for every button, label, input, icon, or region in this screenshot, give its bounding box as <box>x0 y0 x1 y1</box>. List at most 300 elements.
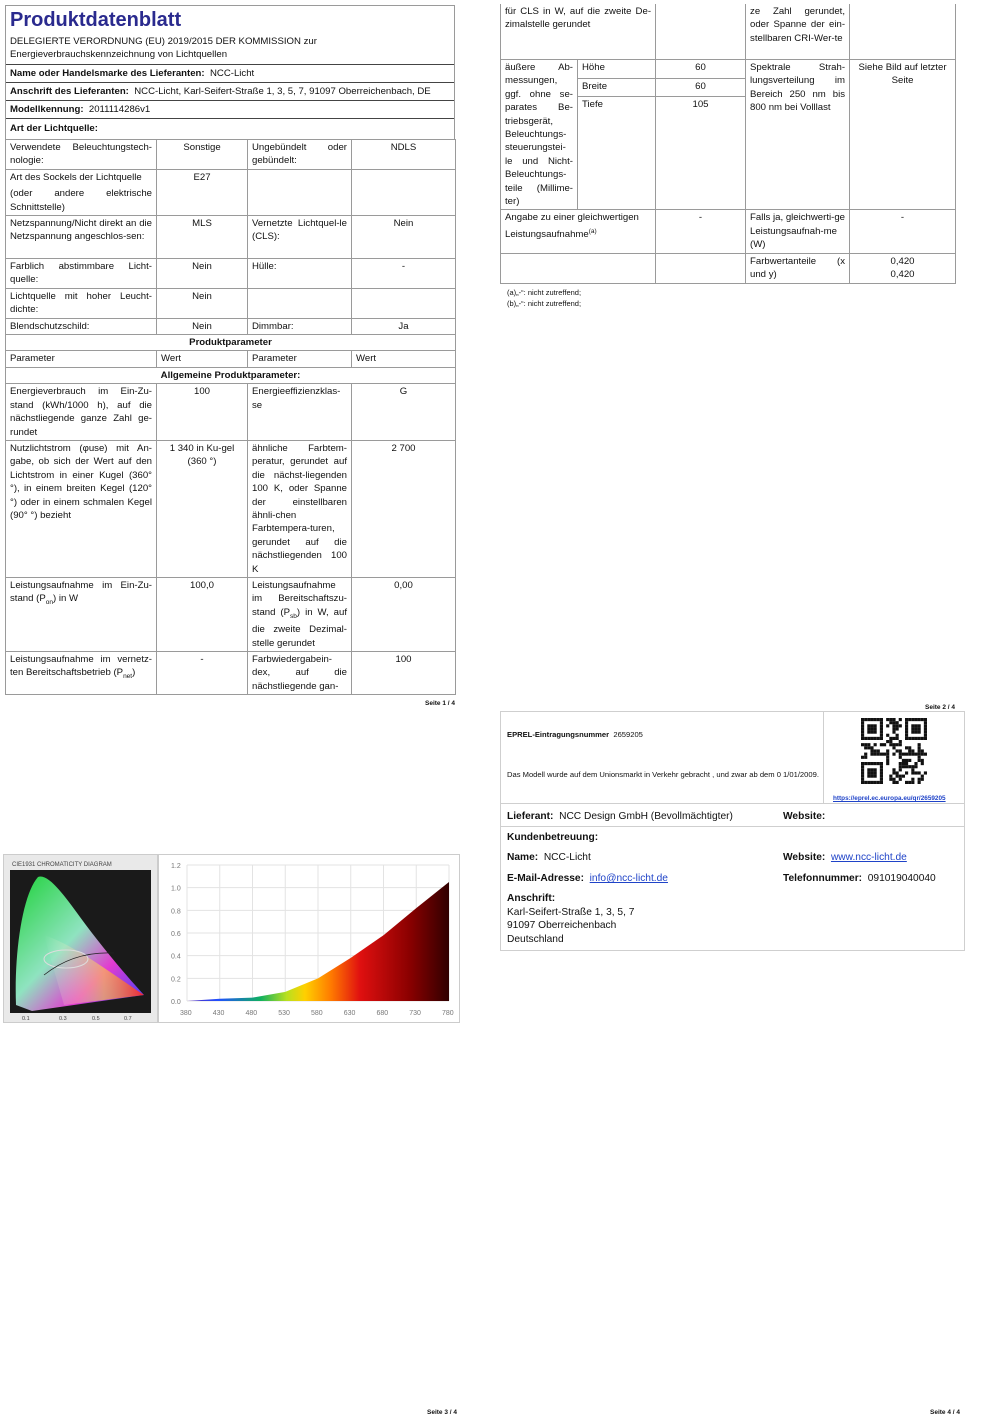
qr-module <box>918 753 921 756</box>
qr-module <box>889 743 892 746</box>
qr-module <box>874 781 877 784</box>
qr-module <box>870 718 873 721</box>
qr-module <box>905 781 908 784</box>
label-text: Leistungsaufnahme im Bereitschaftszu-stand (P <box>252 579 347 618</box>
qr-module <box>921 749 924 752</box>
qr-module <box>911 737 914 740</box>
depth-value: 105 <box>656 97 746 210</box>
x-tick-label: 680 <box>376 1010 389 1017</box>
qr-module <box>911 724 914 727</box>
qr-module <box>902 765 905 768</box>
qr-module <box>899 768 902 771</box>
qr-module <box>883 743 886 746</box>
qr-module <box>896 743 899 746</box>
qr-module <box>921 762 924 765</box>
qr-module <box>867 727 870 730</box>
label-text: Leistungsaufnahme im vernetz-ten Bereitschaftsbetrieb (P <box>10 653 152 679</box>
spec-table <box>5 139 456 695</box>
qr-module <box>877 749 880 752</box>
qr-module <box>870 768 873 771</box>
qr-module <box>870 753 873 756</box>
qr-module <box>896 737 899 740</box>
name-label: Name: <box>507 852 539 863</box>
qr-module <box>908 718 911 721</box>
qr-module <box>905 727 908 730</box>
qr-module <box>896 775 899 778</box>
kunden-row <box>507 831 598 844</box>
value-cell: 100,0 <box>157 577 248 651</box>
qr-module <box>880 771 883 774</box>
page-number: Seite 1 / 4 <box>425 700 455 707</box>
lieferant-value: NCC Design GmbH (Bevollmächtigter) <box>559 811 733 822</box>
qr-module <box>874 762 877 765</box>
qr-module <box>877 762 880 765</box>
light-type-row <box>6 118 454 139</box>
table-row <box>501 60 956 79</box>
label-cell: Netzspannung/Nicht direkt an die Netzspannung angeschlos-sen: <box>6 216 157 259</box>
qr-module <box>899 743 902 746</box>
height-value: 60 <box>656 60 746 79</box>
qr-module <box>870 771 873 774</box>
label-text: ) <box>132 667 136 679</box>
subscript: on <box>45 599 53 607</box>
qr-module <box>902 759 905 762</box>
cie-x-tick: 0.1 <box>22 1016 30 1022</box>
qr-module <box>867 731 870 734</box>
model-row <box>6 100 454 118</box>
label-cell: Energieverbrauch im Ein-Zu-stand (kWh/1000 h), auf die nächstliegende ganze Zahl ge-rundet <box>6 384 157 441</box>
qr-module <box>874 731 877 734</box>
column-header: Wert <box>157 351 248 367</box>
table-row <box>501 210 956 253</box>
qr-module <box>877 781 880 784</box>
width-label: Breite <box>578 78 656 97</box>
qr-module <box>864 762 867 765</box>
x-tick-label: 580 <box>311 1010 323 1017</box>
qr-module <box>886 724 889 727</box>
qr-module <box>880 718 883 721</box>
qr-module <box>861 778 864 781</box>
label-cell: Nutzlichtstrom (φuse) mit An-gabe, ob sich der Wert auf den Lichtstrom in einer Kugel (360° °), in einem breiten Kegel (120° °) oder in einem schmalen Kegel (90° °) bezieht <box>6 440 157 577</box>
qr-module <box>867 771 870 774</box>
qr-module <box>914 737 917 740</box>
model-id: 2011114286v1 <box>88 104 151 115</box>
value-cell: Sonstige <box>157 140 248 170</box>
qr-module <box>899 765 902 768</box>
eprel-number: 2659205 <box>613 730 643 739</box>
email-label: E-Mail-Adresse: <box>507 873 584 884</box>
email-row <box>507 872 668 885</box>
qr-module <box>892 781 895 784</box>
value-cell: - <box>850 210 956 253</box>
empty-cell <box>248 288 352 318</box>
qr-module <box>918 778 921 781</box>
qr-module <box>905 762 908 765</box>
cie-diagram-image <box>4 855 157 1022</box>
qr-module <box>892 718 895 721</box>
qr-module <box>924 724 927 727</box>
qr-module <box>896 781 899 784</box>
phone-row <box>783 872 936 885</box>
eprel-label: EPREL-Eintragungsnummer <box>507 730 610 739</box>
qr-module <box>911 768 914 771</box>
qr-module <box>911 781 914 784</box>
qr-module <box>861 734 864 737</box>
qr-module <box>911 731 914 734</box>
value-cell: 2 700 <box>352 440 456 577</box>
value-cell: 100 <box>352 651 456 694</box>
label-cell: Lichtquelle mit hoher Leucht-dichte: <box>6 288 157 318</box>
qr-module <box>861 771 864 774</box>
x-tick-label: 480 <box>245 1010 258 1017</box>
qr-module <box>880 778 883 781</box>
qr-module <box>880 743 883 746</box>
value-cell: E27 <box>157 169 248 215</box>
qr-module <box>905 771 908 774</box>
qr-module <box>861 743 864 746</box>
table-row <box>6 577 456 651</box>
qr-module <box>921 718 924 721</box>
qr-module <box>886 734 889 737</box>
phone-value: 091019040040 <box>867 873 936 884</box>
label-cell: Dimmbar: <box>248 318 352 334</box>
table-row <box>6 318 456 334</box>
page-number: Seite 4 / 4 <box>930 1409 960 1416</box>
label-cell: ähnliche Farbtem-peratur, gerundet auf die nächst-liegenden 100 K, oder Spanne der einstellbaren ähnli-chen Farbtempera-turen, gerundet auf die nächstliegenden 100 K <box>248 440 352 577</box>
label-cell: Farbwiedergabein-dex, auf die nächstliegende gan- <box>248 651 352 694</box>
qr-module <box>924 753 927 756</box>
qr-module <box>864 753 867 756</box>
x-tick-label: 630 <box>343 1010 356 1017</box>
qr-module <box>889 718 892 721</box>
label-cell: Farblich abstimmbare Licht-quelle: <box>6 259 157 289</box>
qr-module <box>886 718 889 721</box>
qr-module <box>918 759 921 762</box>
qr-module <box>914 727 917 730</box>
qr-module <box>902 753 905 756</box>
qr-module <box>874 737 877 740</box>
kundenbetreuung-label: Kundenbetreuung: <box>507 832 599 843</box>
qr-module <box>880 753 883 756</box>
address-line: Deutschland <box>507 933 564 945</box>
qr-module <box>914 765 917 768</box>
qr-module <box>867 781 870 784</box>
divider <box>501 826 964 827</box>
qr-module <box>880 737 883 740</box>
qr-module <box>880 781 883 784</box>
label-cell: Energieeffizienzklas-se <box>248 384 352 441</box>
cie-x-tick: 0.5 <box>92 1016 100 1022</box>
qr-module <box>883 753 886 756</box>
qr-module <box>870 781 873 784</box>
supplier-name-label: Name oder Handelsmarke des Lieferanten: <box>10 68 205 79</box>
qr-module <box>921 753 924 756</box>
empty-cell <box>501 253 656 283</box>
qr-module <box>889 737 892 740</box>
qr-module <box>861 718 864 721</box>
label-cell: für CLS in W, auf die zweite De-zimalstelle gerundet <box>501 4 656 60</box>
qr-module <box>867 746 870 749</box>
value-cell: 100 <box>157 384 248 441</box>
column-header-row <box>6 351 456 367</box>
qr-module <box>892 743 895 746</box>
qr-module <box>892 753 895 756</box>
qr-module <box>861 727 864 730</box>
qr-module <box>874 768 877 771</box>
qr-module <box>889 775 892 778</box>
value-cell: Ja <box>352 318 456 334</box>
qr-module <box>924 771 927 774</box>
y-tick-label: 1.2 <box>171 863 181 870</box>
label-cell: Ungebündelt oder gebündelt: <box>248 140 352 170</box>
qr-module <box>874 775 877 778</box>
qr-module <box>921 737 924 740</box>
spectrum-value: Siehe Bild auf letzter Seite <box>850 60 956 210</box>
qr-module <box>924 727 927 730</box>
empty-cell <box>656 4 746 60</box>
supplier-name: NCC-Licht <box>209 68 255 79</box>
qr-module <box>870 762 873 765</box>
spec-table-continued <box>500 4 956 284</box>
address-block <box>507 892 634 946</box>
qr-module <box>918 746 921 749</box>
qr-module <box>867 743 870 746</box>
label-cell: Falls ja, gleichwerti-ge Leistungsaufnah-me (W) <box>746 210 850 253</box>
qr-code-icon <box>861 718 927 784</box>
qr-module <box>874 753 877 756</box>
name-row <box>507 851 591 864</box>
label-cell: Hülle: <box>248 259 352 289</box>
y-tick-label: 0.2 <box>171 976 181 984</box>
qr-module <box>864 781 867 784</box>
qr-module <box>892 724 895 727</box>
qr-module <box>896 734 899 737</box>
spectrum-label: Spektrale Strah-lungsverteilung im Bereich 250 nm bis 800 nm bei Volllast <box>746 60 850 210</box>
light-type-label: Art der Lichtquelle: <box>10 123 98 134</box>
qr-module <box>870 737 873 740</box>
page-1 <box>5 5 455 695</box>
qr-module <box>908 737 911 740</box>
qr-module <box>886 749 889 752</box>
qr-module <box>864 743 867 746</box>
website2-row <box>783 851 907 864</box>
superscript: (a) <box>588 227 597 235</box>
qr-module <box>867 718 870 721</box>
value-cell: - <box>352 259 456 289</box>
qr-module <box>874 724 877 727</box>
qr-module <box>861 781 864 784</box>
qr-module <box>861 721 864 724</box>
address-label: Anschrift: <box>507 893 556 904</box>
label-text: Angabe zu einer gleichwertigen Leistungsaufnahme <box>505 212 639 241</box>
qr-module <box>911 778 914 781</box>
qr-module <box>870 775 873 778</box>
qr-module <box>908 753 911 756</box>
dimensions-label: äußere Ab-messungen, ggf. ohne se-parates Be-triebsgerät, Beleuchtungs-steuerungstei-le und Nicht-Beleuchtungs-teile (Millime-ter) <box>501 60 578 210</box>
qr-module <box>889 721 892 724</box>
qr-module <box>905 753 908 756</box>
qr-module <box>896 724 899 727</box>
lieferant-row <box>507 810 733 823</box>
name-value: NCC-Licht <box>543 852 591 863</box>
qr-module <box>899 775 902 778</box>
cie-diagram <box>3 854 158 1023</box>
qr-module <box>905 731 908 734</box>
qr-module <box>880 721 883 724</box>
qr-module <box>921 775 924 778</box>
y-tick-label: 0.8 <box>171 908 181 916</box>
width-value: 60 <box>656 78 746 97</box>
qr-module <box>886 756 889 759</box>
qr-module <box>889 778 892 781</box>
label-cell <box>6 169 157 215</box>
label-cell: Farbwertanteile (x und y) <box>746 253 850 283</box>
divider <box>501 803 964 804</box>
qr-module <box>905 718 908 721</box>
depth-label: Tiefe <box>578 97 656 210</box>
market-text: Das Modell wurde auf dem Unionsmarkt in Verkehr gebracht , und zwar ab dem 0 1/01/2009. <box>507 770 819 779</box>
label-cell: Vernetzte Lichtquel-le (CLS): <box>248 216 352 259</box>
cie-x-tick: 0.7 <box>124 1016 132 1022</box>
table-row <box>6 440 456 577</box>
page-4-box <box>500 711 965 951</box>
qr-module <box>886 753 889 756</box>
qr-module <box>924 718 927 721</box>
qr-module <box>905 765 908 768</box>
regulation-text: DELEGIERTE VERORDNUNG (EU) 2019/2015 DER KOMMISSION zur Energieverbrauchskennzeichnung von Lichtquellen <box>10 36 317 60</box>
qr-module <box>892 771 895 774</box>
qr-module <box>921 778 924 781</box>
qr-module <box>870 749 873 752</box>
label-cell <box>6 651 157 694</box>
qr-module <box>892 768 895 771</box>
empty-cell <box>352 169 456 215</box>
qr-module <box>886 762 889 765</box>
footnote-a: (a)„-“: nicht zutreffend; <box>507 287 582 297</box>
qr-module <box>896 727 899 730</box>
qr-module <box>864 737 867 740</box>
column-header: Parameter <box>6 351 157 367</box>
qr-module <box>870 727 873 730</box>
value-cell: Nein <box>157 259 248 289</box>
qr-module <box>861 765 864 768</box>
empty-cell <box>248 169 352 215</box>
qr-modules <box>861 718 927 784</box>
label-cell: Verwendete Beleuchtungstech-nologie: <box>6 140 157 170</box>
value-cell: Nein <box>157 288 248 318</box>
qr-module <box>911 753 914 756</box>
qr-module <box>892 746 895 749</box>
qr-module <box>874 727 877 730</box>
qr-module <box>867 724 870 727</box>
table-row <box>6 259 456 289</box>
qr-module <box>918 731 921 734</box>
qr-module <box>880 762 883 765</box>
qr-module <box>861 731 864 734</box>
label-text: Leistungsaufnahme im Ein-Zu-stand (P <box>10 579 152 605</box>
qr-module <box>877 753 880 756</box>
value-cell: - <box>157 651 248 694</box>
value-cell: G <box>352 384 456 441</box>
chroma-x: 0,420 <box>890 255 915 267</box>
qr-module <box>864 746 867 749</box>
qr-module <box>899 778 902 781</box>
qr-module <box>905 734 908 737</box>
table-row <box>501 253 956 283</box>
qr-module <box>867 737 870 740</box>
table-row <box>6 288 456 318</box>
column-header: Wert <box>352 351 456 367</box>
qr-module <box>896 749 899 752</box>
qr-module <box>914 731 917 734</box>
qr-module <box>908 746 911 749</box>
website-link[interactable]: www.ncc-licht.de <box>830 852 907 863</box>
qr-module <box>874 743 877 746</box>
qr-module <box>877 737 880 740</box>
qr-module <box>905 737 908 740</box>
supplier-address: NCC-Licht, Karl-Seifert-Straße 1, 3, 5, 7, 91097 Oberreichenbach, DE <box>134 86 431 97</box>
x-ticks <box>180 1010 454 1017</box>
address-line: 91097 Oberreichenbach <box>507 920 617 931</box>
qr-module <box>911 749 914 752</box>
qr-module <box>908 765 911 768</box>
table-row <box>501 4 956 60</box>
value-cell: - <box>656 210 746 253</box>
page-title: Produktdatenblatt <box>10 9 182 31</box>
email-link[interactable]: info@ncc-licht.de <box>589 873 668 884</box>
qr-module <box>899 718 902 721</box>
qr-module <box>892 731 895 734</box>
qr-module <box>892 721 895 724</box>
y-tick-label: 0.0 <box>171 999 181 1006</box>
qr-module <box>892 737 895 740</box>
qr-module <box>911 771 914 774</box>
eprel-row <box>507 728 643 741</box>
qr-module <box>861 756 864 759</box>
qr-module <box>896 771 899 774</box>
supplier-name-row <box>6 64 454 82</box>
qr-module <box>908 781 911 784</box>
qr-module <box>924 737 927 740</box>
qr-module <box>861 724 864 727</box>
qr-link[interactable]: https://eprel.ec.europa.eu/qr/2659205 <box>833 795 946 802</box>
qr-module <box>902 762 905 765</box>
qr-module <box>911 718 914 721</box>
qr-module <box>918 718 921 721</box>
x-tick-label: 430 <box>212 1010 225 1017</box>
qr-module <box>867 775 870 778</box>
qr-module <box>911 727 914 730</box>
qr-module <box>899 762 902 765</box>
qr-module <box>918 749 921 752</box>
qr-module <box>874 749 877 752</box>
qr-module <box>877 718 880 721</box>
subscript: sb <box>290 612 297 620</box>
value-cell: 0,00 <box>352 577 456 651</box>
qr-module <box>914 771 917 774</box>
qr-module <box>886 740 889 743</box>
spectrum-chart <box>158 854 460 1023</box>
value-cell: Nein <box>352 216 456 259</box>
empty-cell <box>656 253 746 283</box>
qr-module <box>914 724 917 727</box>
value-cell: MLS <box>157 216 248 259</box>
qr-module <box>861 762 864 765</box>
column-header: Parameter <box>248 351 352 367</box>
value-cell: NDLS <box>352 140 456 170</box>
qr-module <box>864 718 867 721</box>
footnote-b: (b)„-“: nicht zutreffend; <box>507 298 582 308</box>
